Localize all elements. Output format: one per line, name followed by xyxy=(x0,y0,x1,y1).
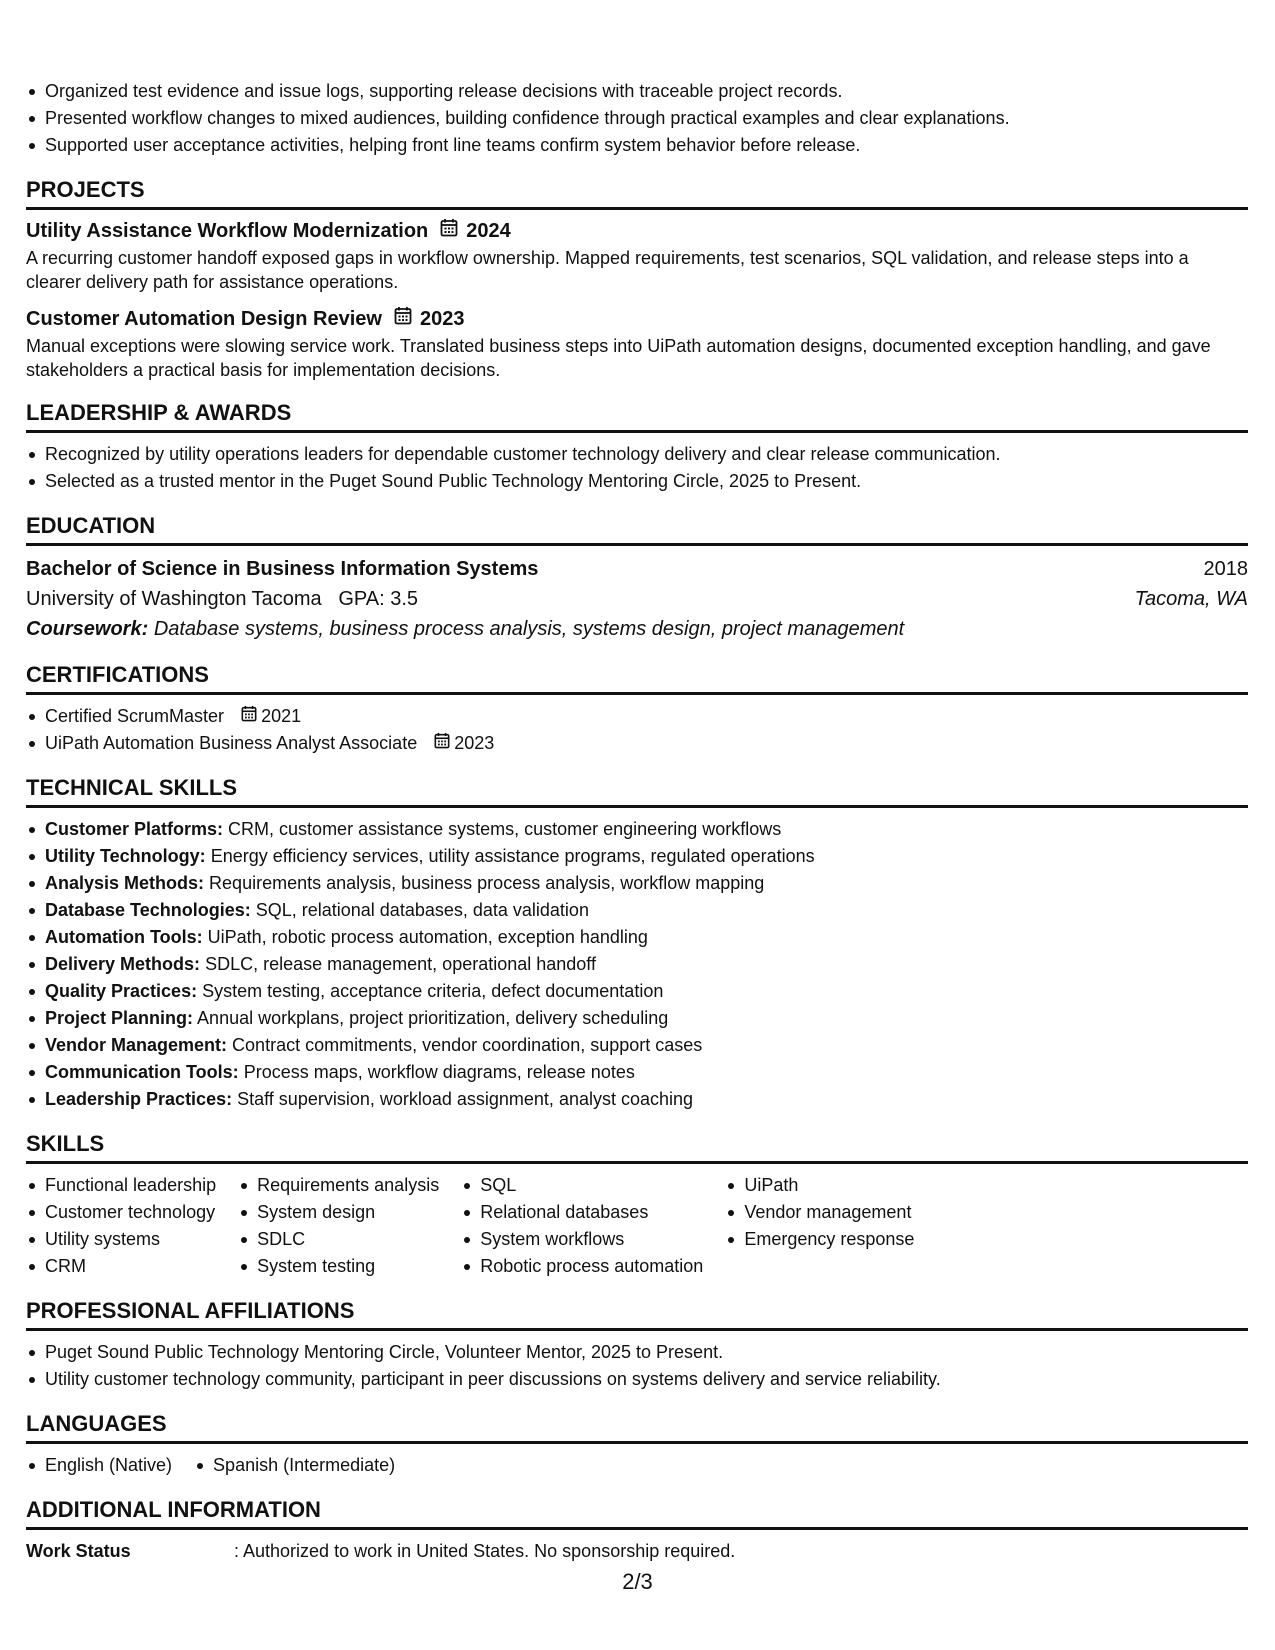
list-item: Utility systems xyxy=(26,1226,216,1253)
list-item: Relational databases xyxy=(461,1199,703,1226)
list-item xyxy=(26,897,1248,924)
list-item: System design xyxy=(238,1199,439,1226)
list-item: Functional leadership xyxy=(26,1172,216,1199)
list-item: CRM xyxy=(26,1253,216,1280)
skills-column xyxy=(725,1172,914,1280)
list-item: Recognized by utility operations leaders for dependable customer technology delivery and clear release communication. xyxy=(26,441,1248,468)
list-item: Selected as a trusted mentor in the Puget Sound Public Technology Mentoring Circle, 2025 to Present. xyxy=(26,468,1248,495)
list-item: System workflows xyxy=(461,1226,703,1253)
skill-label: Utility Technology: xyxy=(45,846,206,866)
list-item: Puget Sound Public Technology Mentoring Circle, Volunteer Mentor, 2025 to Present. xyxy=(26,1339,1248,1366)
list-item: Emergency response xyxy=(725,1226,914,1253)
list-item: Requirements analysis xyxy=(238,1172,439,1199)
skill-text: Staff supervision, workload assignment, analyst coaching xyxy=(237,1089,694,1109)
list-item: SQL xyxy=(461,1172,703,1199)
certifications-list xyxy=(26,703,1248,757)
list-item xyxy=(26,843,1248,870)
skill-text: Contract commitments, vendor coordination, support cases xyxy=(232,1035,703,1055)
skill-label: Automation Tools: xyxy=(45,927,203,947)
skill-text: Annual workplans, project prioritization, delivery scheduling xyxy=(197,1008,669,1028)
certifications-heading: CERTIFICATIONS xyxy=(26,662,1248,695)
skill-text: Requirements analysis, business process analysis, workflow mapping xyxy=(209,873,765,893)
skill-label: Analysis Methods: xyxy=(45,873,205,893)
list-item: UiPath xyxy=(725,1172,914,1199)
list-item xyxy=(26,1032,1248,1059)
list-item xyxy=(26,870,1248,897)
project-title: Customer Automation Design Review xyxy=(26,308,382,330)
skills-grid xyxy=(26,1172,1248,1280)
skills-column xyxy=(26,1172,216,1280)
skill-text: CRM, customer assistance systems, customer engineering workflows xyxy=(228,819,782,839)
education-degree: Bachelor of Science in Business Information Systems xyxy=(26,558,539,580)
skills-heading: SKILLS xyxy=(26,1131,1248,1164)
list-item xyxy=(26,951,1248,978)
skill-label: Database Technologies: xyxy=(45,900,251,920)
projects-heading: PROJECTS xyxy=(26,177,1248,210)
certification-year: 2023 xyxy=(454,733,495,753)
certification-name: UiPath Automation Business Analyst Associate xyxy=(45,733,418,753)
list-item xyxy=(26,1005,1248,1032)
calendar-icon xyxy=(434,730,450,757)
list-item: Organized test evidence and issue logs, supporting release decisions with traceable project records. xyxy=(26,78,1248,105)
certification-item xyxy=(26,730,1248,757)
affiliations-heading: PROFESSIONAL AFFILIATIONS xyxy=(26,1298,1248,1331)
list-item xyxy=(26,1086,1248,1113)
technical-skills-heading: TECHNICAL SKILLS xyxy=(26,775,1248,808)
list-item: Robotic process automation xyxy=(461,1253,703,1280)
skill-label: Customer Platforms: xyxy=(45,819,224,839)
coursework-text: Database systems, business process analysis, systems design, project management xyxy=(153,618,905,640)
list-item: Supported user acceptance activities, helping front line teams confirm system behavior before release. xyxy=(26,132,1248,159)
skill-label: Project Planning: xyxy=(45,1008,194,1028)
list-item: Utility customer technology community, participant in peer discussions on systems delivery and service reliability. xyxy=(26,1366,1248,1393)
list-item: Presented workflow changes to mixed audiences, building confidence through practical examples and clear explanations. xyxy=(26,105,1248,132)
project-item xyxy=(26,306,1248,382)
work-status-row xyxy=(26,1538,1248,1564)
certification-item xyxy=(26,703,1248,730)
project-item xyxy=(26,218,1248,294)
skills-column xyxy=(461,1172,703,1280)
skill-label: Leadership Practices: xyxy=(45,1089,233,1109)
list-item xyxy=(26,816,1248,843)
education-year: 2018 xyxy=(1203,558,1248,580)
skill-text: UiPath, robotic process automation, exception handling xyxy=(207,927,648,947)
leadership-heading: LEADERSHIP & AWARDS xyxy=(26,400,1248,433)
list-item: Customer technology xyxy=(26,1199,216,1226)
list-item: English (Native) xyxy=(26,1452,172,1479)
additional-info-heading: ADDITIONAL INFORMATION xyxy=(26,1497,1248,1530)
project-title: Utility Assistance Workflow Modernization xyxy=(26,220,429,242)
leadership-list xyxy=(26,441,1248,495)
skill-label: Communication Tools: xyxy=(45,1062,239,1082)
technical-skills-list xyxy=(26,816,1248,1113)
skills-column xyxy=(238,1172,439,1280)
list-item: Vendor management xyxy=(725,1199,914,1226)
skill-label: Vendor Management: xyxy=(45,1035,228,1055)
affiliations-list xyxy=(26,1339,1248,1393)
certification-name: Certified ScrumMaster xyxy=(45,706,225,726)
list-item: SDLC xyxy=(238,1226,439,1253)
education-location: Tacoma, WA xyxy=(1134,588,1248,610)
skill-text: System testing, acceptance criteria, defect documentation xyxy=(202,981,664,1001)
education-heading: EDUCATION xyxy=(26,513,1248,546)
skill-label: Delivery Methods: xyxy=(45,954,201,974)
calendar-icon xyxy=(241,703,257,730)
project-year: 2023 xyxy=(419,308,465,330)
project-year: 2024 xyxy=(466,220,511,242)
skill-label: Quality Practices: xyxy=(45,981,198,1001)
education-gpa: GPA: 3.5 xyxy=(338,588,419,610)
skill-text: Process maps, workflow diagrams, release notes xyxy=(243,1062,635,1082)
education-school: University of Washington Tacoma xyxy=(26,588,322,610)
calendar-icon xyxy=(440,218,458,244)
skill-text: SDLC, release management, operational handoff xyxy=(205,954,596,974)
languages-list xyxy=(26,1452,1248,1479)
work-status-value: : Authorized to work in United States. No sponsorship required. xyxy=(234,1541,736,1561)
list-item xyxy=(26,1059,1248,1086)
skill-text: SQL, relational databases, data validation xyxy=(255,900,589,920)
skill-text: Energy efficiency services, utility assistance programs, regulated operations xyxy=(210,846,815,866)
certification-year: 2021 xyxy=(261,706,302,726)
coursework-label: Coursework: xyxy=(26,618,149,640)
list-item xyxy=(26,924,1248,951)
intro-bullet-list xyxy=(26,78,1248,159)
project-description: Manual exceptions were slowing service work. Translated business steps into UiPath automation designs, documented exception handling, and gave stakeholders a practical basis for implementation decisions. xyxy=(26,336,1211,380)
calendar-icon xyxy=(394,306,412,332)
languages-heading: LANGUAGES xyxy=(26,1411,1248,1444)
project-description: A recurring customer handoff exposed gaps in workflow ownership. Mapped requirements, test scenarios, SQL validation, and release steps into a clearer delivery path for assistance operations. xyxy=(26,248,1189,292)
list-item: Spanish (Intermediate) xyxy=(194,1452,395,1479)
education-coursework xyxy=(26,614,1248,644)
work-status-label: Work Status xyxy=(26,1541,131,1561)
list-item xyxy=(26,978,1248,1005)
page-number: 2/3 xyxy=(622,1569,653,1594)
list-item: System testing xyxy=(238,1253,439,1280)
